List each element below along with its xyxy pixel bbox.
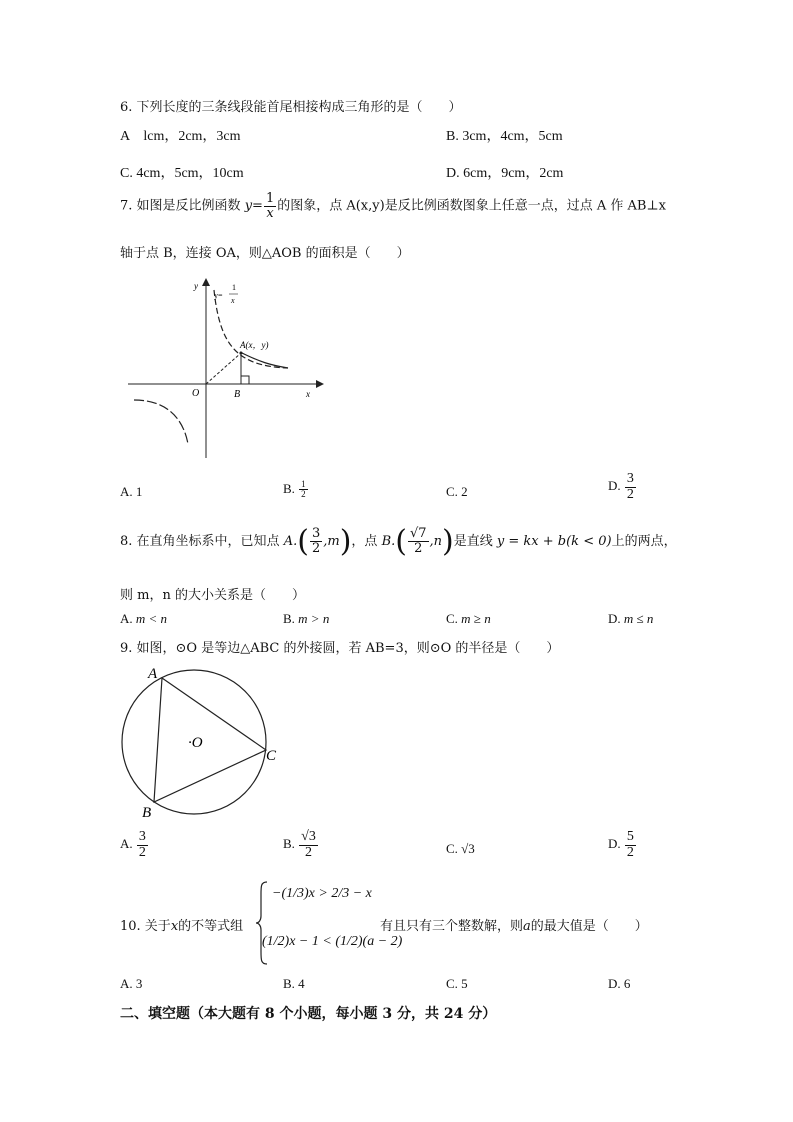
- q10-inequality-2: (1/2)x − 1 < (1/2)(a − 2): [262, 934, 403, 949]
- q8-option-b: [283, 611, 329, 627]
- q7-func-den: x: [231, 296, 235, 305]
- q7-option-b: [283, 480, 309, 500]
- q10-stem-pre-group: [120, 915, 243, 934]
- q9-figure: [112, 660, 292, 824]
- q7-option-d: [608, 472, 637, 502]
- q7-branch-q3: [134, 400, 188, 444]
- q9-option-b-num: √3: [301, 829, 316, 844]
- q8-point-b-label: B.: [381, 534, 396, 549]
- q8-stem-line1: [120, 524, 677, 559]
- q9-option-c-label: C.: [446, 841, 458, 856]
- q8-point-a-frac: [310, 527, 322, 555]
- q9-option-a-num: 3: [138, 829, 146, 844]
- q10-var-x: x: [170, 919, 179, 934]
- q8-paren-close: ): [339, 524, 352, 559]
- q8-point-b-frac: [408, 527, 429, 555]
- q9-vertex-b: B: [142, 805, 152, 821]
- q6-stem: 6. 下列长度的三条线段能首尾相接构成三角形的是（ ）: [120, 100, 462, 115]
- q7-origin-label: O: [192, 388, 200, 399]
- q8-line-equation: y = kx + b(k < 0): [496, 534, 612, 549]
- q8-option-a: [120, 611, 167, 627]
- q8-stem-pre: 8. 在直角坐标系中，已知点: [120, 534, 280, 549]
- q9-vertex-c: C: [266, 748, 277, 764]
- q8-stem-line2: 则 m，n 的大小关系是（ ）: [120, 588, 305, 603]
- q7-graph: [120, 272, 330, 462]
- q7-option-d-label: D.: [608, 478, 621, 494]
- q9-option-d-frac: [625, 830, 636, 860]
- q9-option-a-label: A.: [120, 836, 133, 852]
- q7-option-c: C. 2: [446, 484, 468, 499]
- q8-option-b-value: m > n: [298, 611, 330, 626]
- q7-y-arrow: [202, 278, 210, 286]
- q9-option-a-den: 2: [138, 844, 146, 860]
- q9-option-d-num: 5: [626, 829, 634, 844]
- q9-center-o: ·O: [188, 735, 203, 751]
- q10-inequality-1: −(1/3)x > 2/3 − x: [272, 886, 372, 901]
- q8-point-a-label: A.: [283, 534, 298, 549]
- q7-point-a-label: A(x，y): [240, 340, 269, 350]
- q9-option-b: [283, 830, 319, 860]
- q7-option-d-den: 2: [626, 486, 634, 502]
- q7-frac-den: x: [264, 206, 276, 221]
- q9-option-c: [446, 841, 475, 857]
- q7-x-arrow: [316, 380, 324, 388]
- q8-stem-mid: ，点: [351, 534, 378, 549]
- q9-option-b-frac: [299, 830, 318, 860]
- q9-option-b-den: 2: [299, 845, 318, 861]
- q9-option-d-den: 2: [626, 844, 634, 860]
- q7-fraction: [264, 192, 276, 220]
- q7-option-a: A. 1: [120, 484, 143, 499]
- q9-option-a: [120, 830, 149, 860]
- q8-stem-end: 上的两点，: [611, 534, 677, 549]
- q9-option-a-frac: [137, 830, 148, 860]
- q9-option-d-label: D.: [608, 836, 621, 852]
- q7-option-d-frac: [625, 472, 636, 502]
- q7-point-a-dot: [240, 352, 243, 355]
- q7-option-b-den: 2: [301, 489, 306, 500]
- q9-option-c-value: √3: [461, 841, 475, 856]
- q7-x-label: x: [306, 389, 310, 399]
- q7-stem-pre: 7. 如图是反比例函数: [120, 198, 241, 214]
- q7-stem-post: 的图象，点 A(x,y)是反比例函数图象上任意一点，过点 A 作 AB⊥x: [277, 198, 666, 214]
- q7-frac-num: 1: [265, 191, 275, 206]
- q9-stem: 9. 如图，⊙O 是等边△ABC 的外接圆，若 AB=3，则⊙O 的半径是（ ）: [120, 641, 560, 656]
- q8-point-b-den: 2: [408, 541, 429, 556]
- q8-option-c-value: m ≥ n: [461, 611, 491, 626]
- q8-stem-post: 是直线: [453, 534, 493, 549]
- q7-branch-q1-dashed: [214, 290, 288, 368]
- q8-option-a-label: A.: [120, 611, 133, 626]
- q10-stem-mid: 的不等式组: [178, 919, 244, 934]
- q10-var-a: a: [523, 919, 531, 934]
- q7-func-label: y=: [214, 291, 223, 300]
- q8-point-a-tail: ,m: [323, 534, 340, 549]
- q8-option-a-value: m < n: [135, 611, 168, 626]
- q7-option-b-label: B.: [283, 480, 295, 496]
- q9-vertex-a: A: [148, 666, 158, 682]
- q8-point-a-num: 3: [311, 526, 321, 542]
- q6-option-a: A lcm，2cm，3cm: [120, 129, 241, 144]
- q8-option-d-label: D.: [608, 611, 621, 626]
- q8-option-d: [608, 611, 653, 627]
- section-2-heading: 二、填空题（本大题有 8 个小题，每小题 3 分，共 24 分）: [120, 1006, 497, 1022]
- q8-option-b-label: B.: [283, 611, 295, 626]
- q8-paren-open-b: (: [395, 524, 407, 559]
- q8-option-d-value: m ≤ n: [623, 611, 654, 626]
- q10-system-brace: [254, 880, 270, 966]
- q6-option-d: D. 6cm，9cm，2cm: [446, 166, 564, 181]
- q7-y-eq: y=: [244, 198, 263, 214]
- q10-stem-post: 有且只有三个整数解，则: [380, 919, 524, 934]
- q10-option-c: C. 5: [446, 976, 468, 991]
- q10-option-d: D. 6: [608, 976, 631, 991]
- q6-option-c: C. 4cm，5cm，10cm: [120, 166, 244, 181]
- q7-point-b-label: B: [234, 389, 241, 400]
- q10-stem-post-group: [380, 915, 648, 934]
- q8-paren-open: (: [297, 524, 309, 559]
- q10-stem-pre: 10. 关于: [120, 919, 171, 934]
- q7-right-angle-mark: [241, 376, 249, 384]
- q7-segment-oa: [206, 353, 241, 384]
- q7-func-num: 1: [232, 283, 236, 292]
- q8-option-c-label: C.: [446, 611, 458, 626]
- q7-branch-q1: [240, 352, 288, 368]
- q6-option-b: B. 3cm，4cm，5cm: [446, 129, 563, 144]
- q8-option-c: [446, 611, 491, 627]
- q7-option-b-num: 1: [301, 479, 306, 489]
- q10-option-b: B. 4: [283, 976, 305, 991]
- q10-stem-end: 的最大值是（ ）: [530, 919, 648, 934]
- q10-option-a: A. 3: [120, 976, 143, 991]
- q7-option-b-frac: [299, 480, 308, 500]
- q7-stem-line2: 轴于点 B，连接 OA，则△AOB 的面积是（ ）: [120, 246, 410, 261]
- q9-option-d: [608, 830, 637, 860]
- q8-paren-close-b: ): [442, 524, 454, 559]
- q8-point-b-tail: ,n: [429, 534, 443, 549]
- q8-point-b-num: √7: [409, 526, 427, 542]
- q7-y-label: y: [194, 281, 198, 291]
- q7-option-d-num: 3: [626, 471, 634, 486]
- q7-stem-line1: [120, 192, 666, 220]
- q9-option-b-label: B.: [283, 836, 295, 852]
- q8-point-a-den: 2: [311, 541, 321, 556]
